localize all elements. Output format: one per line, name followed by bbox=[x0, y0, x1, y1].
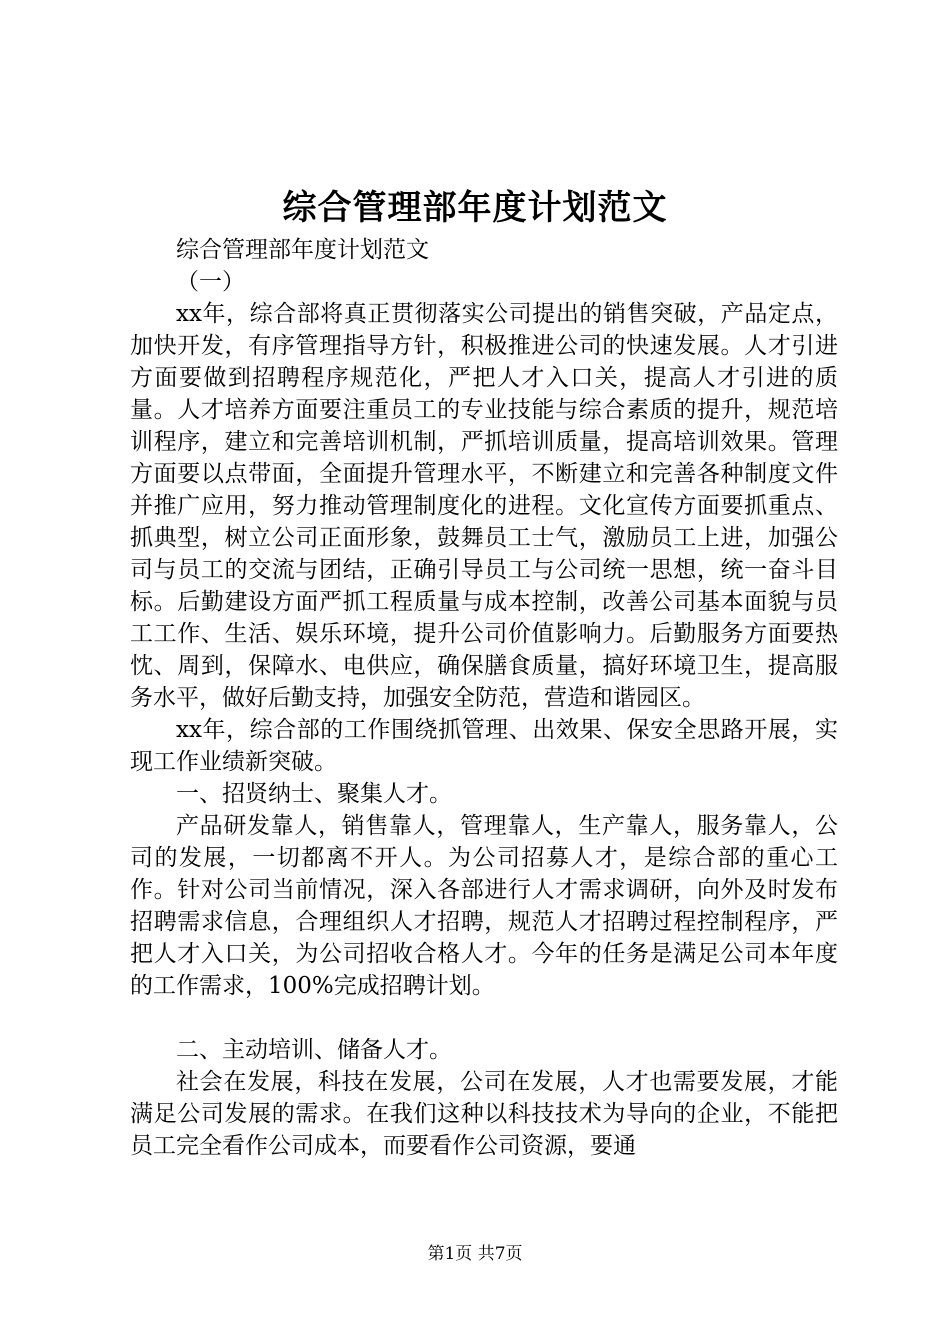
page-footer: 第1页 共7页 bbox=[427, 1244, 523, 1264]
subtitle-paragraph: 综合管理部年度计划范文 bbox=[176, 237, 429, 263]
body-paragraph: xx年，综合部的工作围绕抓管理、出效果、保安全思路开展，实现工作业绩新突破。 bbox=[130, 717, 838, 775]
body-paragraph: 社会在发展，科技在发展，公司在发展，人才也需要发展，才能满足公司发展的需求。在我们这种以科技技术为导向的企业，不能把员工完全看作公司成本，而要看作公司资源，要通 bbox=[130, 1069, 838, 1159]
body-paragraph: xx年，综合部将真正贯彻落实公司提出的销售突破，产品定点，加快开发，有序管理指导方针，积极推进公司的快速发展。人才引进方面要做到招聘程序规范化，严把人才入口关，提高人才引进的质量。人才培养方面要注重员工的专业技能与综合素质的提升，规范培训程序，建立和完善培训机制，严抓培训质量，提高培训效果。管理方面要以点带面，全面提升管理水平，不断建立和完善各种制度文件并推广应用，努力推动管理制度化的进程。文化宣传方面要抓重点、抓典型，树立公司正面形象，鼓舞员工士气，激励员工上进，加强公司与员工的交流与团结，正确引导员工与公司统一思想，统一奋斗目标。后勤建设方面严抓工程质量与成本控制，改善公司基本面貌与员工工作、生活、娱乐环境，提升公司价值影响力。后勤服务方面要热忱、周到，保障水、电供应，确保膳食质量，搞好环境卫生，提高服务水平，做好后勤支持，加强安全防范，营造和谐园区。 bbox=[130, 301, 838, 711]
section-heading: 一、招贤纳士、聚集人才。 bbox=[176, 781, 452, 807]
document-title: 综合管理部年度计划范文 bbox=[282, 188, 668, 228]
body-paragraph: 产品研发靠人，销售靠人，管理靠人，生产靠人，服务靠人，公司的发展，一切都离不开人。为公司招募人才，是综合部的重心工作。针对公司当前情况，深入各部进行人才需求调研，向外及时发布招聘需求信息，合理组织人才招聘，规范人才招聘过程控制程序，严把人才入口关，为公司招收合格人才。今年的任务是满足公司本年度的工作需求，100%完成招聘计划。 bbox=[130, 813, 838, 999]
section-number-paragraph: （一） bbox=[176, 269, 245, 295]
section-heading: 二、主动培训、储备人才。 bbox=[176, 1037, 452, 1063]
document-body bbox=[130, 234, 838, 1162]
